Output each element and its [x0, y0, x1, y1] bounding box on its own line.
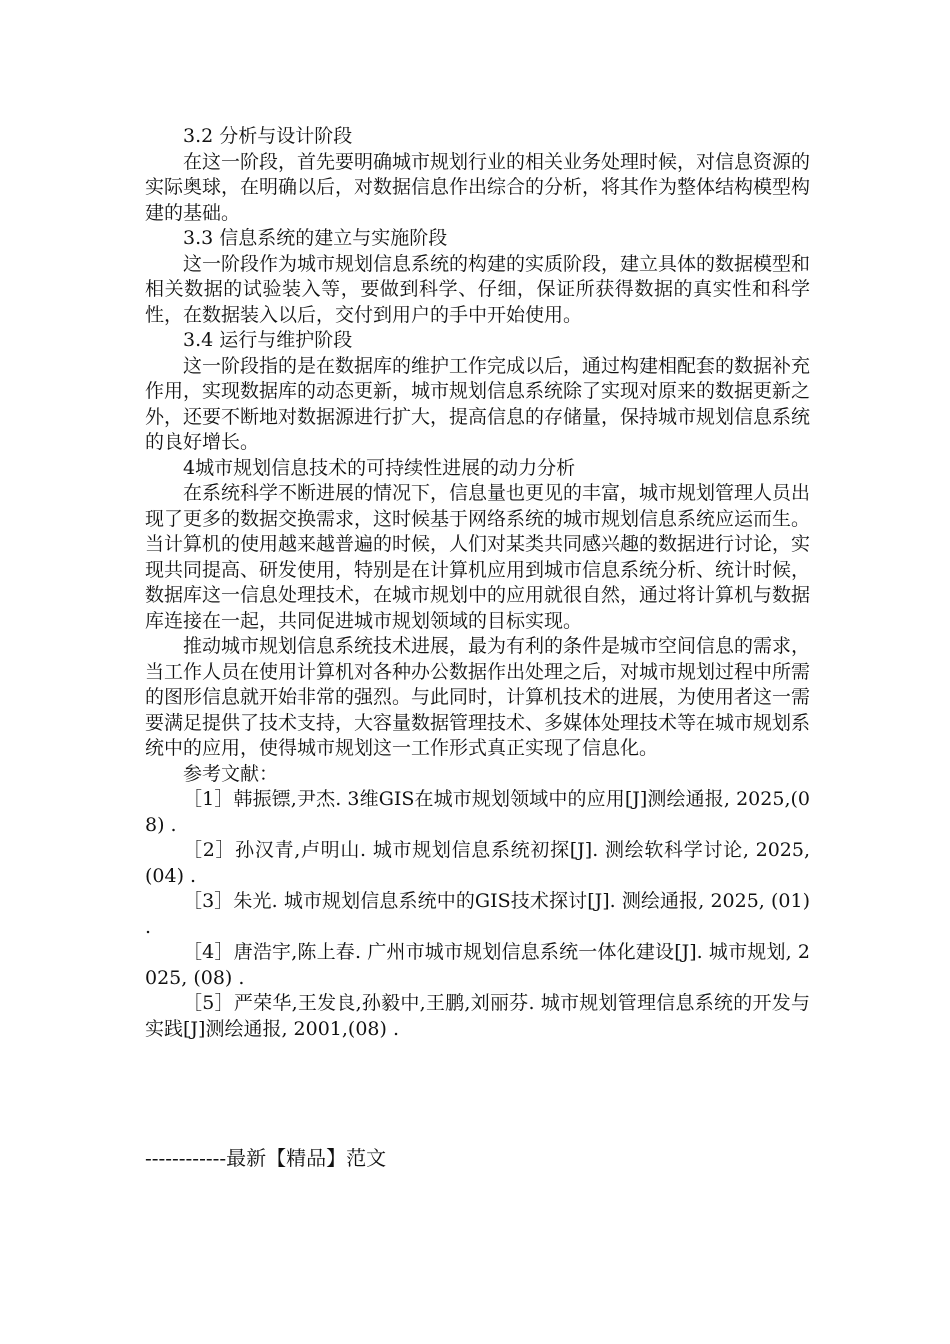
- document-body: [145, 124, 810, 1042]
- section-heading-4: 4城市规划信息技术的可持续性进展的动力分析: [183, 456, 576, 479]
- reference-item-1: ［1］韩振镖,尹杰. 3维GIS在城市规划领域中的应用[J]测绘通报, 2025,(08) .: [145, 788, 810, 836]
- section-heading-3-4: 3.4 运行与维护阶段: [183, 329, 353, 351]
- reference-item-4: ［4］唐浩宇,陈上春. 广州市城市规划信息系统一体化建设[J]. 城市规划, 2025, (08) .: [145, 941, 810, 989]
- reference-item-2: ［2］孙汉青,卢明山. 城市规划信息系统初探[J]. 测绘软科学讨论, 2025, (04) .: [145, 839, 810, 887]
- section-paragraph: 在系统科学不断进展的情况下，信息量也更见的丰富，城市规划管理人员出现了更多的数据交换需求，这时候基于网络系统的城市规划信息系统应运而生。当计算机的使用越来越普遍的时候，人们对某类共同感兴趣的数据进行讨论，实现共同提高、研发使用，特别是在计算机应用到城市信息系统分析、统计时候，数据库这一信息处理技术，在城市规划中的应用就很自然，通过将计算机与数据库连接在一起，共同促进城市规划领域的目标实现。: [145, 482, 811, 632]
- section-paragraph: 在这一阶段，首先要明确城市规划行业的相关业务处理时候，对信息资源的实际奥球，在明确以后，对数据信息作出综合的分析，将其作为整体结构模型构建的基础。: [145, 150, 811, 224]
- section-paragraph: 这一阶段指的是在数据库的维护工作完成以后，通过构建相配套的数据补充作用，实现数据库的动态更新，城市规划信息系统除了实现对原来的数据更新之外，还要不断地对数据源进行扩大，提高信息的存储量，保持城市规划信息系统的良好增长。: [145, 354, 811, 453]
- section-paragraph: 推动城市规划信息系统技术进展，最为有利的条件是城市空间信息的需求，当工作人员在使用计算机对各种办公数据作出处理之后，对城市规划过程中所需的图形信息就开始非常的强烈。与此同时，计算机技术的进展，为使用者这一需要满足提供了技术支持，大容量数据管理技术、多媒体处理技术等在城市规划系统中的应用，使得城市规划这一工作形式真正实现了信息化。: [145, 635, 811, 759]
- footer-tagline: ------------最新【精品】范文: [145, 1146, 387, 1170]
- reference-item-5: ［5］严荣华,王发良,孙毅中,王鹏,刘丽芬. 城市规划管理信息系统的开发与实践[J]测绘通报, 2001,(08) .: [145, 992, 810, 1040]
- section-heading-3-2: 3.2 分析与设计阶段: [183, 125, 353, 147]
- section-paragraph: 这一阶段作为城市规划信息系统的构建的实质阶段，建立具体的数据模型和相关数据的试验装入等，要做到科学、仔细，保证所获得数据的真实性和科学性，在数据装入以后，交付到用户的手中开始使用。: [145, 252, 811, 326]
- reference-item-3: ［3］朱光. 城市规划信息系统中的GIS技术探讨[J]. 测绘通报, 2025, (01) .: [145, 890, 810, 938]
- references-heading: 参考文献：: [183, 762, 279, 785]
- section-heading-3-3: 3.3 信息系统的建立与实施阶段: [183, 227, 448, 249]
